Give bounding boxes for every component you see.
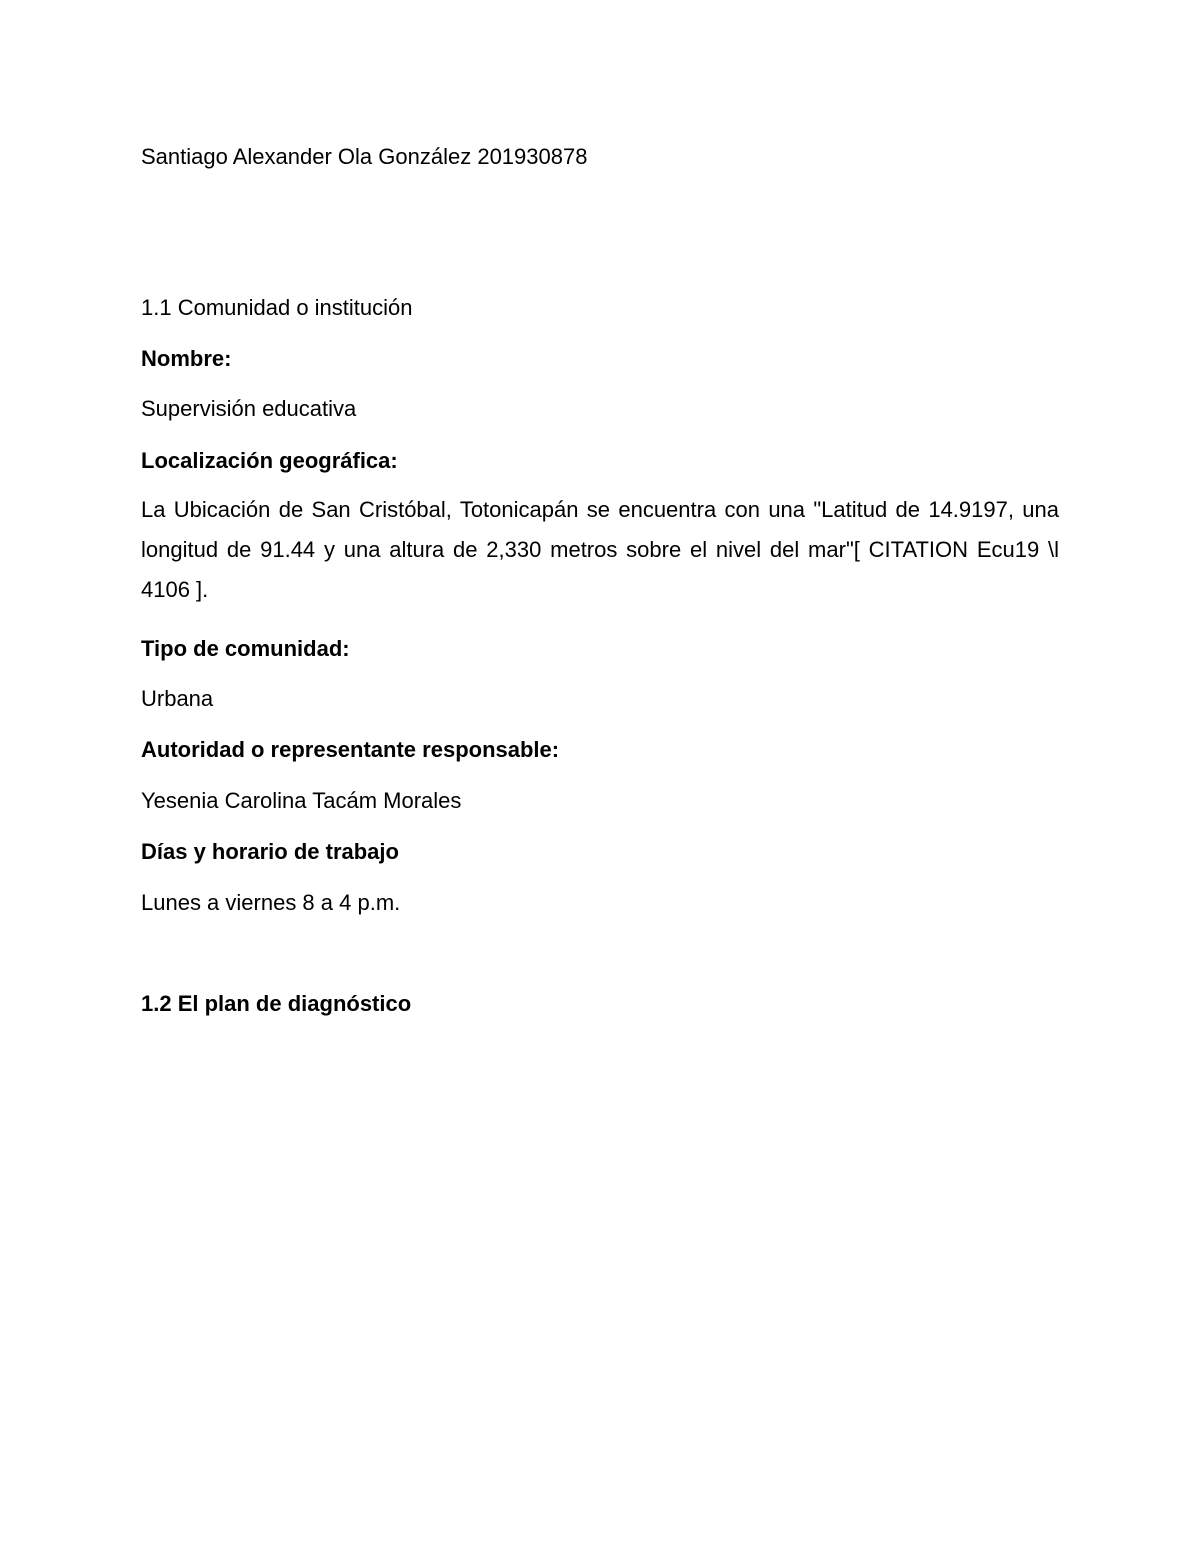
localizacion-value: La Ubicación de San Cristóbal, Totonicapán se encuentra con una "Latitud de 14.9197, una longitud de 91.44 y una altura de 2,330 metros sobre el nivel del mar"[ CITATION Ecu19 \l 4106 ].	[141, 497, 1059, 602]
autoridad-label: Autoridad o representante responsable:	[141, 737, 560, 762]
autoridad-value: Yesenia Carolina Tacám Morales	[141, 788, 462, 813]
horario-value: Lunes a viernes 8 a 4 p.m.	[141, 890, 401, 915]
section-heading-1-1: 1.1 Comunidad o institución	[141, 295, 413, 320]
tipo-value: Urbana	[141, 686, 214, 711]
horario-label: Días y horario de trabajo	[141, 839, 399, 864]
nombre-value: Supervisión educativa	[141, 396, 357, 421]
tipo-label: Tipo de comunidad:	[141, 636, 350, 661]
localizacion-label: Localización geográfica:	[141, 448, 398, 473]
nombre-label: Nombre:	[141, 346, 232, 371]
section-heading-1-2: 1.2 El plan de diagnóstico	[141, 991, 412, 1016]
author-line: Santiago Alexander Ola González 201930878	[141, 144, 588, 169]
